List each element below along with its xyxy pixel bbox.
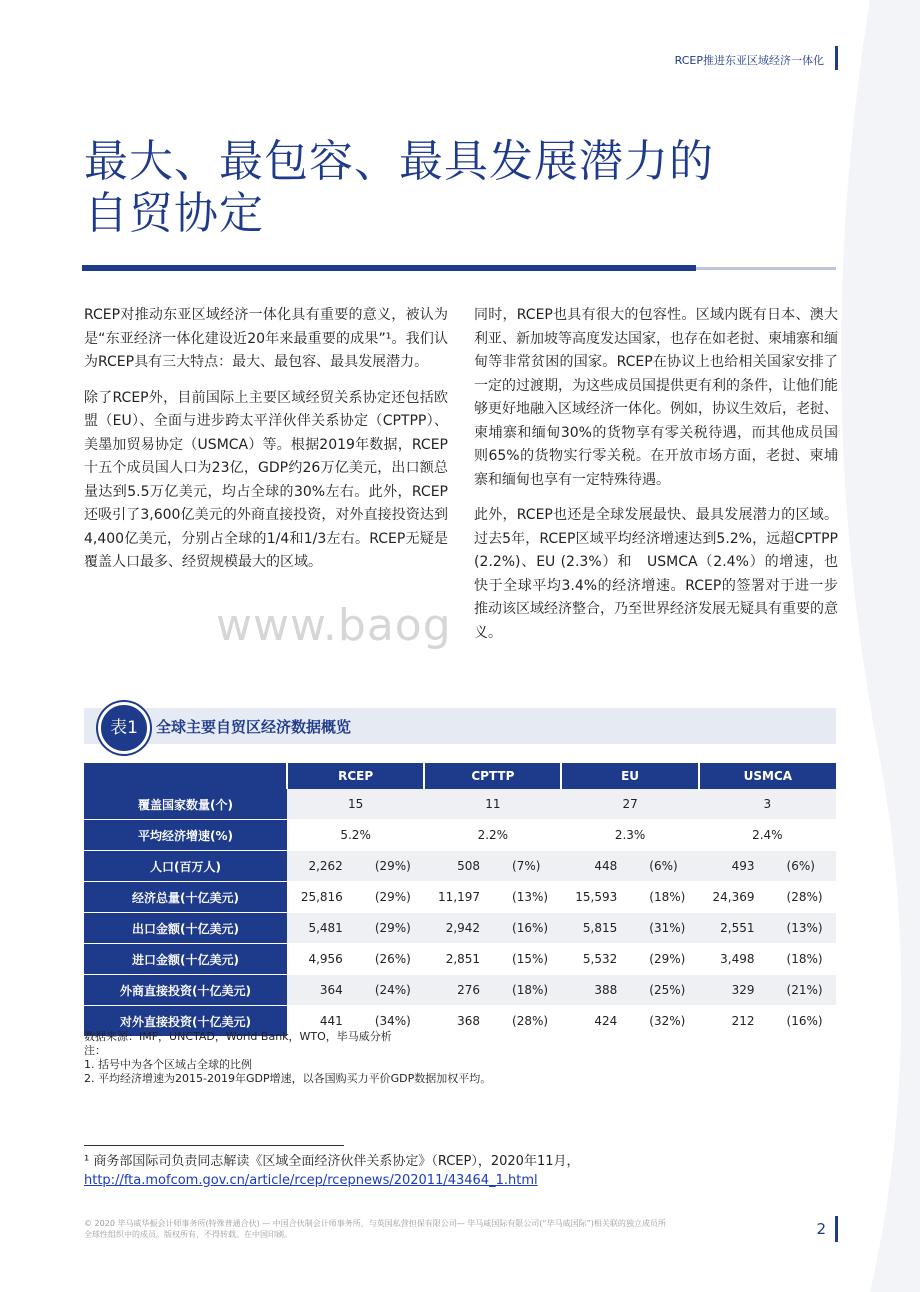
- table-cell-value: 2,851: [424, 944, 494, 975]
- table-cell-share: (18%): [769, 944, 836, 975]
- table-cell-share: (29%): [357, 882, 424, 913]
- table-cell-value: 441: [287, 1006, 357, 1037]
- table-cell-share: (18%): [494, 975, 561, 1006]
- table-cell: 2.3%: [561, 820, 698, 851]
- table-cell-share: (21%): [769, 975, 836, 1006]
- table-row: [84, 913, 836, 944]
- table-row: [84, 882, 836, 913]
- left-column: [84, 304, 448, 587]
- data-table: [84, 763, 836, 1037]
- note-item: 1. 括号中为各个区域占全球的比例: [84, 1058, 252, 1071]
- table-cell-value: 11,197: [424, 882, 494, 913]
- copyright-line: © 2020 毕马威华振会计师事务所(特殊普通合伙) — 中国合伙制会计师事务所，与英国私营担保有限公司— 毕马威国际有限公司(“毕马威国际”)相关联的独立成员所: [84, 1219, 666, 1228]
- table-cell: 27: [561, 789, 698, 820]
- table-cell-share: (16%): [769, 1006, 836, 1037]
- paragraph: 此外，RCEP也还是全球发展最快、最具发展潜力的区域。过去5年，RCEP区域平均经济增速达到5.2%，远超CPTPP (2.2%)、EU (2.3%）和 USMCA（2.4%）的增速，也快于全球平均3.4%的经济增速。RCEP的签署对于进一步推动该区域经济整合，乃至世界经济发展无疑具有重要的意义。: [474, 507, 838, 641]
- table-cell-value: 2,942: [424, 913, 494, 944]
- note-item: 2. 平均经济增速为2015-2019年GDP增速，以各国购买力平价GDP数据加权平均。: [84, 1072, 492, 1085]
- table-row: [84, 789, 836, 820]
- table-cell-share: (32%): [631, 1006, 698, 1037]
- title-rule-light: [696, 267, 836, 270]
- table-cell-value: 5,532: [561, 944, 631, 975]
- table-header: CPTTP: [424, 763, 561, 789]
- table-cell-value: 364: [287, 975, 357, 1006]
- copyright-line: 全球性组织中的成员。版权所有，不得转载。在中国印刷。: [84, 1230, 292, 1239]
- paragraph: 同时，RCEP也具有很大的包容性。区域内既有日本、澳大利亚、新加坡等高度发达国家，也存在如老挝、柬埔寨和缅甸等非常贫困的国家。RCEP在协议上也给相关国家安排了一定的过渡期，为这些成员国提供更有利的条件，让他们能够更好地融入区域经济一体化。例如，协议生效后，老挝、柬埔寨和缅甸30%的货物享有零关税待遇，而其他成员国则65%的货物实行零关税。在开放市场方面，老挝、柬埔寨和缅甸也享有一定特殊待遇。: [474, 307, 838, 488]
- row-label: 平均经济增速(%): [84, 820, 287, 851]
- table-cell-share: (13%): [494, 882, 561, 913]
- row-label: 人口(百万人): [84, 851, 287, 882]
- copyright: [84, 1218, 764, 1240]
- row-label: 对外直接投资(十亿美元): [84, 1006, 287, 1037]
- page-title: [84, 136, 804, 240]
- table-cell-share: (7%): [494, 851, 561, 882]
- table-cell-value: 2,262: [287, 851, 357, 882]
- watermark: www.baog: [216, 600, 452, 651]
- running-head: RCEP推进东亚区域经济一体化: [674, 54, 824, 67]
- row-label: 进口金额(十亿美元): [84, 944, 287, 975]
- table-header-row: [84, 763, 836, 789]
- table-cell-share: (31%): [631, 913, 698, 944]
- table-cell-share: (15%): [494, 944, 561, 975]
- table-cell-share: (18%): [631, 882, 698, 913]
- row-label: 经济总量(十亿美元): [84, 882, 287, 913]
- table-header: RCEP: [287, 763, 424, 789]
- table-cell-share: (34%): [357, 1006, 424, 1037]
- table-cell-share: (13%): [769, 913, 836, 944]
- table-header-empty: [84, 763, 287, 789]
- title-line-2: 自贸协定: [84, 188, 264, 239]
- table-cell-value: 4,956: [287, 944, 357, 975]
- table-cell-value: 25,816: [287, 882, 357, 913]
- footnote-text: ¹ 商务部国际司负责同志解读《区域全面经济伙伴关系协定》（RCEP），2020年11月，: [84, 1154, 580, 1169]
- table-cell: 5.2%: [287, 820, 424, 851]
- row-label: 出口金额(十亿美元): [84, 913, 287, 944]
- table-cell-value: 424: [561, 1006, 631, 1037]
- table-cell-value: 2,551: [699, 913, 769, 944]
- title-rule: [82, 265, 696, 271]
- table-title: 全球主要自贸区经济数据概览: [156, 718, 352, 736]
- table-cell-value: 448: [561, 851, 631, 882]
- table-cell-share: (28%): [769, 882, 836, 913]
- paragraph: 除了RCEP外，目前国际上主要区域经贸关系协定还包括欧盟（EU）、全面与进步跨太平洋伙伴关系协定（CPTPP）、美墨加贸易协定（USMCA）等。根据2019年数据，RCEP十五个成员国人口为23亿，GDP约26万亿美元，出口额总量达到5.5万亿美元，均占全球的30%左右。此外，RCEP还吸引了3,600亿美元的外商直接投资，对外直接投资达到4,400亿美元，分别占全球的1/4和1/3左右。RCEP无疑是覆盖人口最多、经贸规模最大的区域。: [84, 389, 448, 570]
- table-cell: 11: [424, 789, 561, 820]
- table-cell-share: (16%): [494, 913, 561, 944]
- table-cell-share: (28%): [494, 1006, 561, 1037]
- data-source-note: 数据来源：IMF，UNCTAD，World Bank，WTO，毕马威分析: [84, 1030, 392, 1043]
- table-cell-value: 508: [424, 851, 494, 882]
- table-cell-share: (25%): [631, 975, 698, 1006]
- table-row: [84, 975, 836, 1006]
- table-cell: 15: [287, 789, 424, 820]
- table-cell-share: (29%): [357, 913, 424, 944]
- table-cell-share: (29%): [631, 944, 698, 975]
- table-cell-value: 5,815: [561, 913, 631, 944]
- row-label: 覆盖国家数量(个): [84, 789, 287, 820]
- table-cell-share: (6%): [769, 851, 836, 882]
- table-header: EU: [561, 763, 698, 789]
- paragraph: RCEP对推动东亚区域经济一体化具有重要的意义，被认为是“东亚经济一体化建设近20年来最重要的成果”¹。我们认为RCEP具有三大特点：最大、最包容、最具发展潜力。: [84, 307, 448, 370]
- footnote-link[interactable]: http://fta.mofcom.gov.cn/article/rcep/rcepnews/202011/43464_1.html: [84, 1173, 538, 1188]
- table-cell-share: (29%): [357, 851, 424, 882]
- table-cell: 2.4%: [699, 820, 836, 851]
- right-column: [474, 304, 838, 657]
- table-cell-share: (24%): [357, 975, 424, 1006]
- page-number: 2: [816, 1220, 826, 1238]
- table-header: USMCA: [699, 763, 836, 789]
- table-cell-value: 388: [561, 975, 631, 1006]
- running-head-bar: [835, 46, 838, 70]
- table-badge: 表1: [98, 702, 150, 754]
- table-notes: [84, 1030, 491, 1086]
- page-number-bar: [835, 1216, 838, 1242]
- table-cell-value: 368: [424, 1006, 494, 1037]
- table-cell-value: 24,369: [699, 882, 769, 913]
- footnote-rule: [84, 1145, 344, 1146]
- table-cell-value: 212: [699, 1006, 769, 1037]
- table-cell-value: 329: [699, 975, 769, 1006]
- title-line-1: 最大、最包容、最具发展潜力的: [84, 136, 714, 187]
- table-cell-value: 5,481: [287, 913, 357, 944]
- row-label: 外商直接投资(十亿美元): [84, 975, 287, 1006]
- table-cell-share: (26%): [357, 944, 424, 975]
- table-cell-value: 493: [699, 851, 769, 882]
- table-cell: 2.2%: [424, 820, 561, 851]
- table-row: [84, 851, 836, 882]
- table-cell-value: 3,498: [699, 944, 769, 975]
- table-row: [84, 944, 836, 975]
- footnote: [84, 1152, 580, 1190]
- table-cell-share: (6%): [631, 851, 698, 882]
- table-cell-value: 276: [424, 975, 494, 1006]
- table-row: [84, 820, 836, 851]
- table-cell-value: 15,593: [561, 882, 631, 913]
- note-heading: 注：: [84, 1044, 106, 1057]
- table-cell: 3: [699, 789, 836, 820]
